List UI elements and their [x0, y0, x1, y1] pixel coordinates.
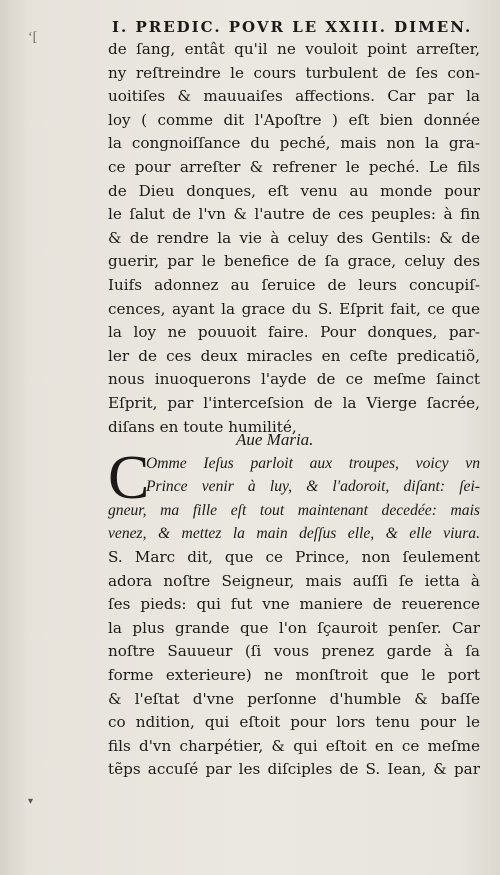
paragraph-1	[108, 38, 480, 439]
text-line: co ndition, qui eſtoit pour lors tenu pour le	[108, 713, 480, 732]
margin-ornament: ▾	[28, 796, 34, 807]
text-line: ler de ces deux miracles en ceſte predicatiõ,	[108, 346, 480, 365]
text-line: guerir, par le benefice de ſa grace, celuy des	[108, 252, 480, 271]
text-line: la plus grande que l'on ſçauroit penſer. Car	[108, 618, 480, 637]
text-line: Iuifs adonnez au ſeruice de leurs concupiſ-	[108, 275, 480, 294]
drop-cap: C	[108, 444, 150, 512]
running-head: I. PREDIC. POVR LE XXIII. DIMEN.	[112, 18, 473, 36]
margin-mark: ‘[	[28, 30, 38, 45]
text-line: forme exterieure) ne monſtroit que le port	[108, 665, 480, 684]
text-line: ny reſtreindre le cours turbulent de ſes con-	[108, 63, 480, 82]
text-line: de ſang, entât qu'il ne vouloit point arreſter,	[108, 40, 480, 58]
text-line: la loy ne pouuoit faire. Pour donques, par-	[108, 323, 480, 342]
text-line: diſans en toute humilité,	[108, 417, 297, 436]
text-line: de Dieu donques, eſt venu au monde pour	[108, 181, 480, 200]
text-line: loy ( comme dit l'Apoſtre ) eſt bien donnée	[108, 110, 480, 129]
quote-line: gneur, ma fille eſt tout maintenant decedée: mais	[108, 501, 480, 519]
scripture-quote	[108, 444, 480, 545]
text-line: ce pour arreſter & refrener le peché. Le fils	[108, 157, 480, 176]
paragraph-2	[108, 546, 480, 782]
text-line: noſtre Sauueur (ſi vous prenez garde à ſa	[108, 642, 480, 661]
ave-maria-heading: Aue Maria.	[236, 430, 314, 449]
text-line: ſes pieds: qui fut vne maniere de reuerence	[108, 595, 480, 614]
text-line: nous inuoquerons l'ayde de ce meſme ſainct	[108, 370, 480, 389]
text-line: le ſalut de l'vn & l'autre de ces peuples: à fin	[108, 205, 480, 224]
quote-line: Omme Ieſus parloit aux troupes, voicy vn	[146, 455, 480, 472]
text-line: Eſprit, par l'interceſsion de la Vierge ſacrée,	[108, 393, 480, 412]
quote-line: Prince venir à luy, & l'adoroit, diſant: ſei-	[146, 478, 480, 496]
text-line: S. Marc dit, que ce Prince, non ſeulement	[108, 548, 480, 566]
text-line: fils d'vn charpétier, & qui eſtoit en ce meſme	[108, 736, 480, 755]
text-line: & de rendre la vie à celuy des Gentils: & de	[108, 228, 480, 247]
text-line: la congnoiſſance du peché, mais non la gra-	[108, 134, 480, 153]
text-line: cences, ayant la grace du S. Eſprit fait, ce que	[108, 299, 480, 318]
quote-line: venez, & mettez la main deſſus elle, & elle viura.	[108, 524, 480, 542]
text-line: tẽps accuſé par les diſciples de S. Iean, & par	[108, 760, 480, 779]
text-line: uoitiſes & mauuaiſes affections. Car par la	[108, 87, 480, 106]
text-line: adora noſtre Seigneur, mais auſſi ſe ietta à	[108, 571, 480, 590]
text-line: & l'eſtat d'vne perſonne d'humble & baſſe	[108, 689, 480, 708]
